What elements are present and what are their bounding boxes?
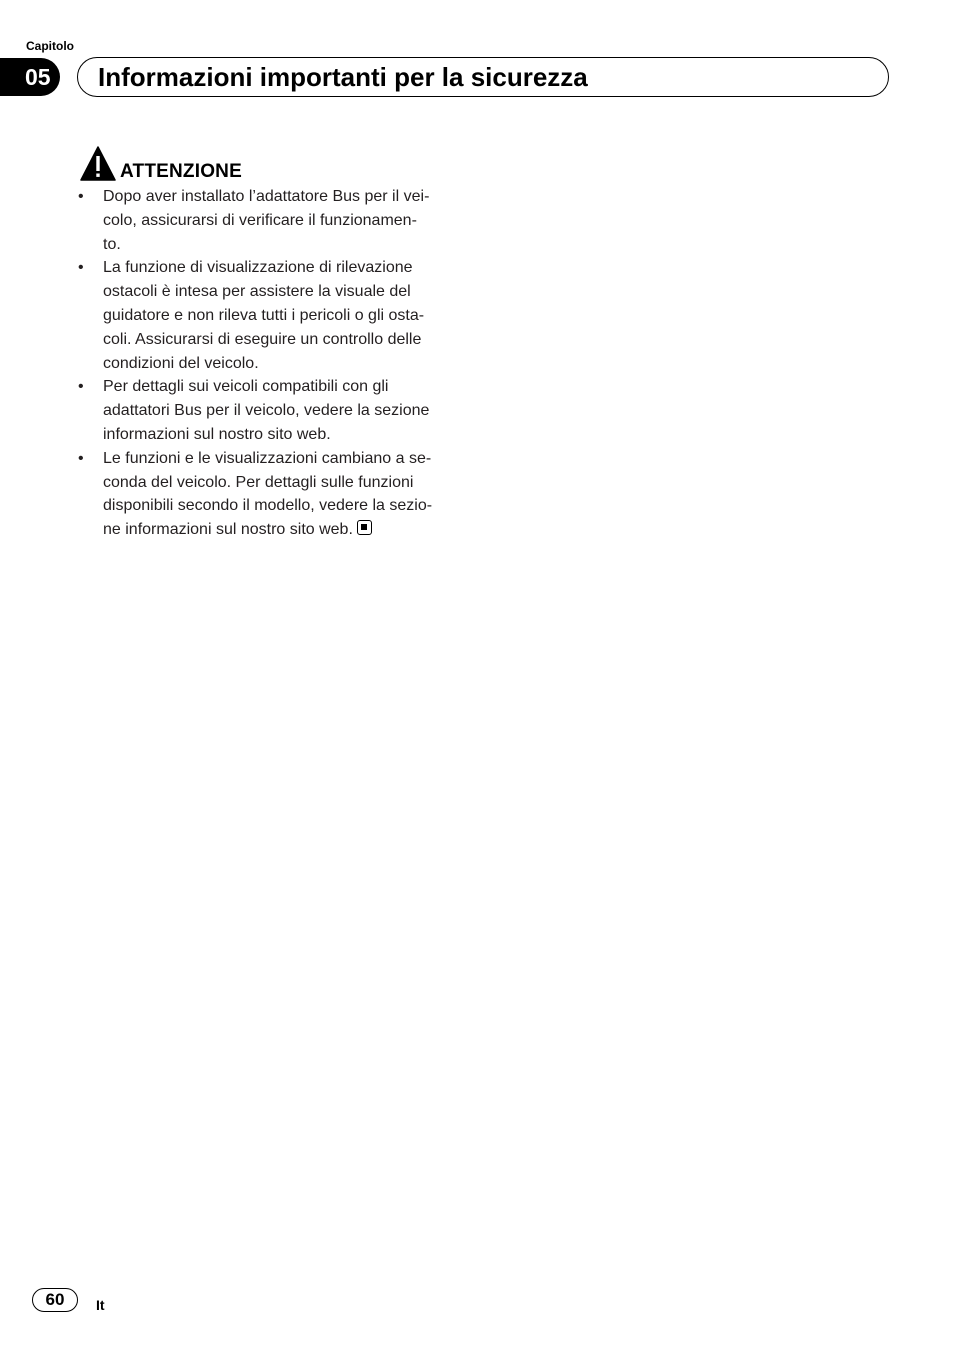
caution-list [78, 185, 468, 542]
list-item-text: condizioni del veicolo. [103, 354, 259, 372]
list-item-text: Le funzioni e le visualizzazioni cambiano a se- [103, 449, 432, 467]
list-item-text: ne informazioni sul nostro sito web. [103, 521, 353, 539]
list-item-text-last [103, 518, 468, 542]
page-title: Informazioni importanti per la sicurezza [98, 62, 588, 92]
bullet-icon: • [78, 188, 84, 205]
list-item-text: Per dettagli sui veicoli compatibili con gli [103, 378, 389, 396]
caution-heading: ATTENZIONE [120, 161, 242, 182]
list-item [78, 447, 468, 542]
end-of-section-icon [357, 520, 372, 535]
chapter-label: Capitolo [26, 39, 74, 53]
chapter-number-badge: 05 [0, 58, 60, 96]
list-item-text: Dopo aver installato l’adattatore Bus per il vei- [103, 188, 430, 205]
list-item-text: to. [103, 235, 121, 253]
bullet-icon: • [78, 378, 84, 396]
list-item-text: adattatori Bus per il veicolo, vedere la sezione [103, 402, 430, 420]
list-item-text: La funzione di visualizzazione di rilevazione [103, 259, 413, 277]
bullet-icon: • [78, 449, 84, 467]
warning-triangle-icon [80, 146, 116, 181]
list-item-text: conda del veicolo. Per dettagli sulle funzioni [103, 473, 414, 491]
list-item-text: colo, assicurarsi di verificare il funzionamen- [103, 211, 417, 229]
list-item [78, 185, 468, 256]
bullet-icon: • [78, 259, 84, 277]
list-item-text: coli. Assicurarsi di eseguire un controllo delle [103, 330, 422, 348]
list-item-text: guidatore e non rileva tutti i pericoli o gli osta- [103, 306, 425, 324]
list-item [78, 375, 468, 446]
page-number: 60 [32, 1288, 78, 1312]
list-item-text: informazioni sul nostro sito web. [103, 425, 331, 443]
list-item-text: disponibili secondo il modello, vedere la sezio- [103, 497, 433, 515]
list-item [78, 256, 468, 375]
language-code: It [96, 1297, 105, 1313]
list-item-text: ostacoli è intesa per assistere la visuale del [103, 283, 411, 301]
